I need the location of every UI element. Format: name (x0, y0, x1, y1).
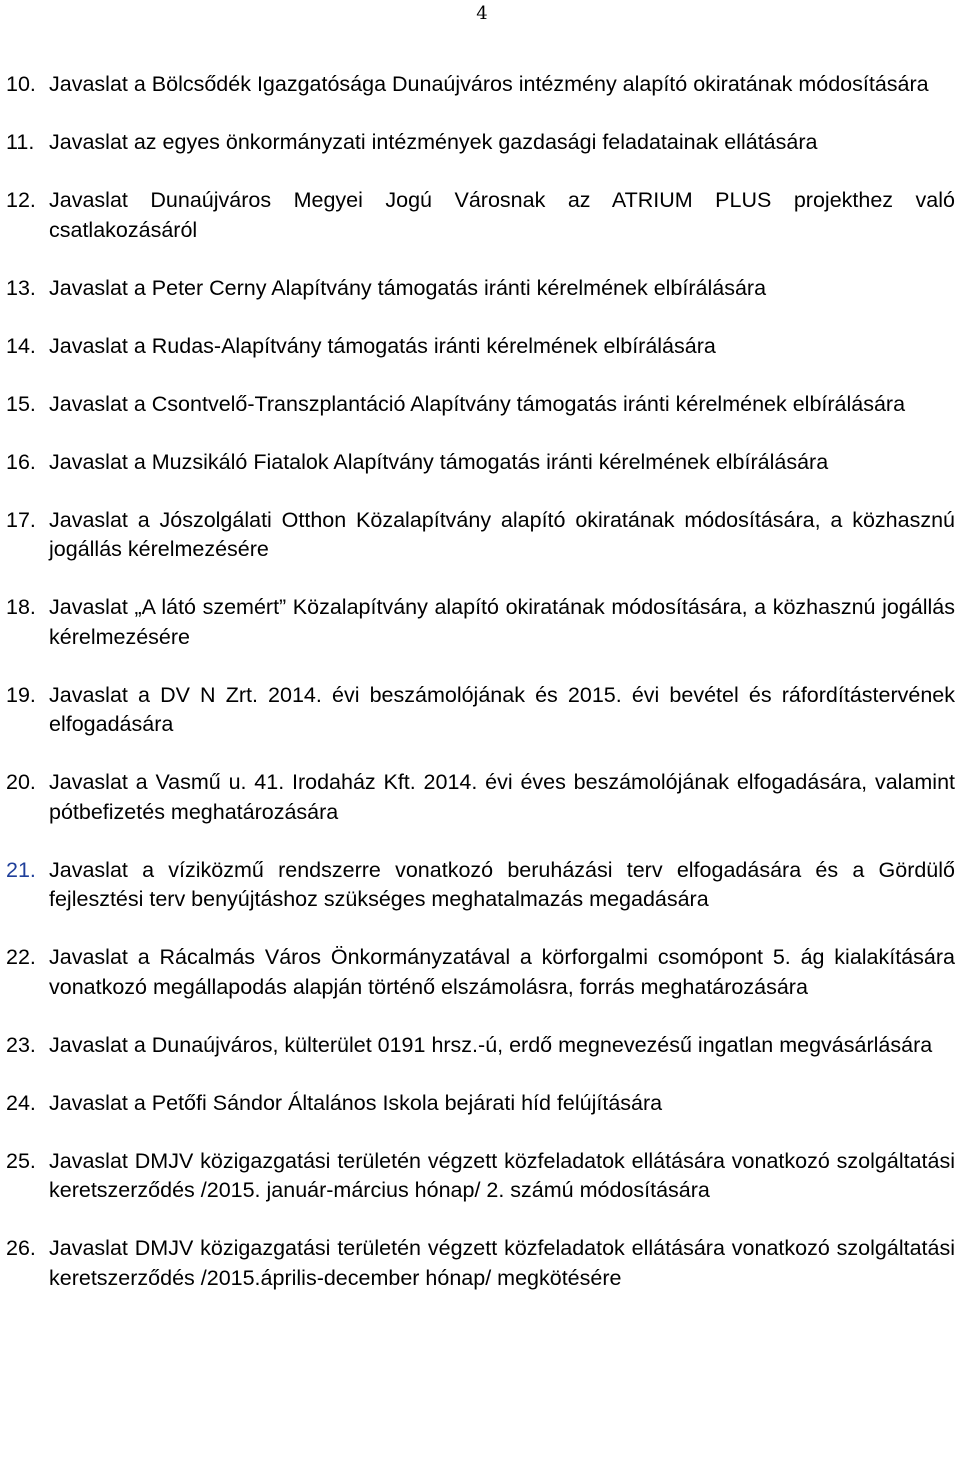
agenda-item (0, 70, 960, 100)
agenda-item (0, 681, 960, 740)
agenda-item-number: 23. (6, 1032, 36, 1057)
agenda-item-text: Javaslat a Petőfi Sándor Általános Iskola bejárati híd felújítására (49, 1090, 663, 1115)
agenda-item (0, 768, 960, 827)
agenda-item-number: 17. (6, 507, 36, 532)
agenda-item-number: 20. (6, 770, 36, 794)
agenda-item (0, 1147, 960, 1206)
agenda-item-number: 26. (6, 1236, 36, 1260)
agenda-item-number: 24. (6, 1090, 36, 1115)
agenda-item-text: Javaslat DMJV közigazgatási területén végzett közfeladatok ellátására vonatkozó szolgáltatási keretszerződés /2015. január-március hónap/ 2. számú módosítására (49, 1148, 955, 1202)
agenda-item-number: 25. (6, 1148, 36, 1173)
agenda-item-text: Javaslat a Rudas-Alapítvány támogatás iránti kérelmének elbírálására (49, 333, 716, 358)
agenda-item-number: 10. (6, 72, 36, 96)
agenda-item (0, 186, 960, 245)
agenda-item-number: 15. (6, 391, 36, 416)
agenda-item (0, 856, 960, 915)
agenda-item-text: Javaslat DMJV közigazgatási területén végzett közfeladatok ellátására vonatkozó szolgáltatási keretszerződés /2015.április-december hónap/ megkötésére (49, 1236, 955, 1290)
agenda-item-number: 22. (6, 945, 36, 969)
agenda-item-number: 14. (6, 333, 36, 358)
agenda-item-number: 16. (6, 449, 36, 474)
agenda-item-number: 21. (6, 857, 36, 882)
agenda-item-text: Javaslat a Rácalmás Város Önkormányzatával a körforgalmi csomópont 5. ág kialakítására vonatkozó megállapodás alapján történő elszámolásra, forrás meghatározására (49, 945, 955, 999)
agenda-item-text: Javaslat a Dunaújváros, külterület 0191 hrsz.-ú, erdő megnevezésű ingatlan megvásárlására (49, 1032, 933, 1057)
agenda-list (0, 70, 960, 1322)
agenda-item-text: Javaslat a DV N Zrt. 2014. évi beszámolójának és 2015. évi bevétel és ráfordítástervének elfogadására (49, 682, 955, 736)
agenda-item-number: 19. (6, 682, 36, 707)
agenda-item (0, 332, 960, 362)
agenda-item-number: 11. (6, 130, 35, 154)
agenda-item-text: Javaslat a víziközmű rendszerre vonatkozó beruházási terv elfogadására és a Gördülő fejlesztési terv benyújtáshoz szükséges meghatalmazás megadására (49, 857, 955, 911)
page-number: 4 (476, 3, 488, 24)
agenda-item (0, 1031, 960, 1061)
agenda-item (0, 943, 960, 1002)
agenda-item (0, 128, 960, 158)
agenda-item-text: Javaslat „A látó szemért” Közalapítvány alapító okiratának módosítására, a közhasznú jogállás kérelmezésére (49, 595, 955, 649)
agenda-item (0, 448, 960, 478)
agenda-item-text: Javaslat a Peter Cerny Alapítvány támogatás iránti kérelmének elbírálására (49, 275, 767, 300)
agenda-item (0, 593, 960, 652)
agenda-item-text: Javaslat az egyes önkormányzati intézmények gazdasági feladatainak ellátására (49, 130, 818, 154)
agenda-item-number: 12. (6, 188, 36, 212)
agenda-item-number: 13. (6, 275, 36, 300)
agenda-item-text: Javaslat a Jószolgálati Otthon Közalapítvány alapító okiratának módosítására, a közhasznú jogállás kérelmezésére (49, 507, 955, 561)
agenda-item-text: Javaslat Dunaújváros Megyei Jogú Városnak az ATRIUM PLUS projekthez való csatlakozásáról (49, 188, 955, 242)
agenda-item-text: Javaslat a Bölcsődék Igazgatósága Dunaújváros intézmény alapító okiratának módosítására (49, 72, 929, 96)
agenda-item (0, 1089, 960, 1119)
agenda-item (0, 1234, 960, 1293)
agenda-item-text: Javaslat a Muzsikáló Fiatalok Alapítvány támogatás iránti kérelmének elbírálására (49, 449, 829, 474)
agenda-item-text: Javaslat a Vasmű u. 41. Irodaház Kft. 2014. évi éves beszámolójának elfogadására, valamint pótbefizetés meghatározására (49, 770, 955, 824)
agenda-item (0, 274, 960, 304)
agenda-item (0, 506, 960, 565)
agenda-item (0, 390, 960, 420)
agenda-item-text: Javaslat a Csontvelő-Transzplantáció Alapítvány támogatás iránti kérelmének elbírálására (49, 391, 906, 416)
agenda-item-number: 18. (6, 595, 36, 619)
